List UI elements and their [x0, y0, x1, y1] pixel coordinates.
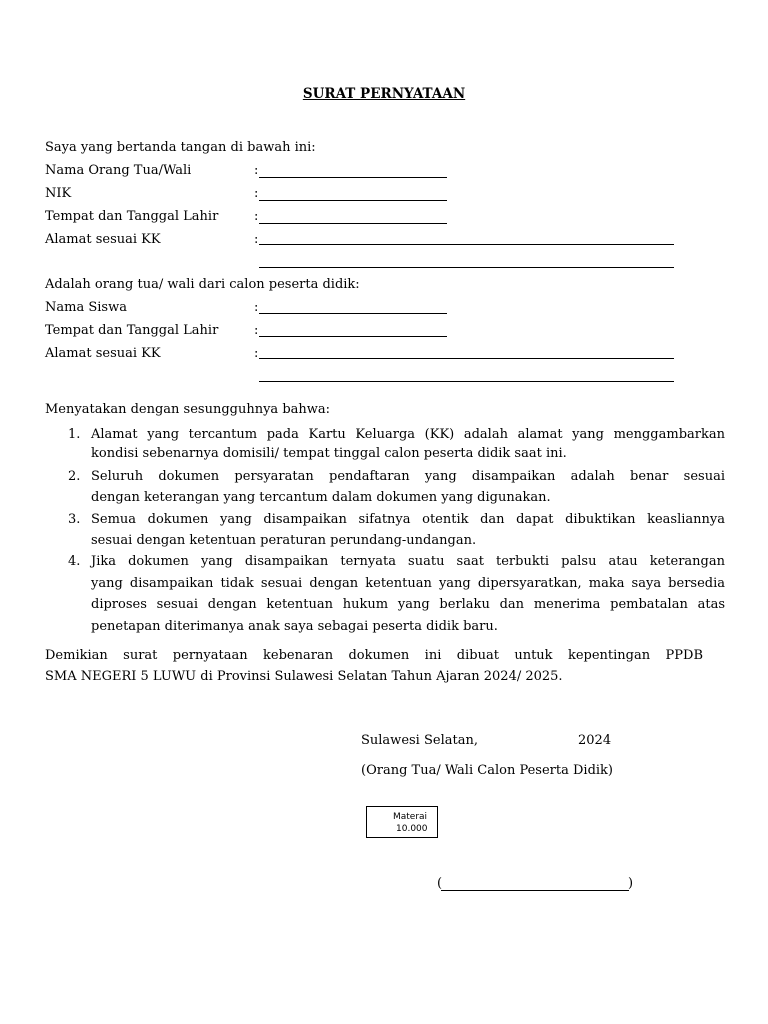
- field-colon: :: [254, 232, 259, 247]
- field-line-parent-address-2[interactable]: [259, 267, 674, 268]
- statement-line: kondisi sebenarnya domisili/ tempat tinggal calon peserta didik saat ini.: [91, 446, 567, 461]
- field-label-parent-address: Alamat sesuai KK: [45, 232, 161, 247]
- signature-role: (Orang Tua/ Wali Calon Peserta Didik): [361, 763, 613, 778]
- statement-number: 4.: [68, 554, 81, 569]
- signature-paren-open: (: [437, 876, 443, 891]
- student-intro-text: Adalah orang tua/ wali dari calon peserta didik:: [45, 277, 360, 292]
- signature-year: 2024: [578, 733, 612, 748]
- field-colon: :: [254, 186, 259, 201]
- statement-intro-text: Menyatakan dengan sesungguhnya bahwa:: [45, 402, 331, 417]
- intro-text: Saya yang bertanda tangan di bawah ini:: [45, 140, 316, 155]
- field-line-student-name[interactable]: [259, 313, 447, 314]
- stamp-duty-box: [366, 806, 438, 838]
- statement-line: sesuai dengan ketentuan peraturan perundang-undangan.: [91, 533, 477, 548]
- field-line-parent-address[interactable]: [259, 244, 674, 245]
- statement-line: Alamat yang tercantum pada Kartu Keluarga (KK) adalah alamat yang menggambarkan: [91, 427, 725, 442]
- signature-paren-close: ): [628, 876, 634, 891]
- statement-number: 2.: [68, 469, 81, 484]
- field-line-student-address[interactable]: [259, 358, 674, 359]
- field-line-student-birth[interactable]: [259, 336, 447, 337]
- statement-number: 3.: [68, 512, 81, 527]
- field-colon: :: [254, 300, 259, 315]
- field-colon: :: [254, 346, 259, 361]
- statement-line: dengan keterangan yang tercantum dalam dokumen yang digunakan.: [91, 490, 551, 505]
- closing-line: Demikian surat pernyataan kebenaran dokumen ini dibuat untuk kepentingan PPDB: [45, 648, 703, 663]
- signature-name-line[interactable]: [441, 890, 629, 891]
- field-colon: :: [254, 163, 259, 178]
- field-line-student-address-2[interactable]: [259, 381, 674, 382]
- field-label-parent-name: Nama Orang Tua/Wali: [45, 163, 192, 178]
- field-line-parent-name[interactable]: [259, 177, 447, 178]
- statement-line: yang disampaikan tidak sesuai dengan ketentuan yang dipersyaratkan, maka saya bersedia: [91, 576, 725, 591]
- field-label-student-address: Alamat sesuai KK: [45, 346, 161, 361]
- field-label-parent-birth: Tempat dan Tanggal Lahir: [45, 209, 219, 224]
- closing-line: SMA NEGERI 5 LUWU di Provinsi Sulawesi Selatan Tahun Ajaran 2024/ 2025.: [45, 669, 563, 684]
- statement-line: penetapan diterimanya anak saya sebagai peserta didik baru.: [91, 619, 498, 634]
- field-line-parent-birth[interactable]: [259, 223, 447, 224]
- field-colon: :: [254, 209, 259, 224]
- field-colon: :: [254, 323, 259, 338]
- field-line-nik[interactable]: [259, 200, 447, 201]
- field-label-student-name: Nama Siswa: [45, 300, 127, 315]
- field-label-nik: NIK: [45, 186, 72, 201]
- field-label-student-birth: Tempat dan Tanggal Lahir: [45, 323, 219, 338]
- statement-number: 1.: [68, 427, 81, 442]
- statement-line: Semua dokumen yang disampaikan sifatnya otentik dan dapat dibuktikan keasliannya: [91, 512, 725, 527]
- document-title: SURAT PERNYATAAN: [302, 86, 466, 102]
- statement-line: Seluruh dokumen persyaratan pendaftaran yang disampaikan adalah benar sesuai: [91, 469, 725, 484]
- statement-line: Jika dokumen yang disampaikan ternyata suatu saat terbukti palsu atau keterangan: [91, 554, 725, 569]
- stamp-duty-value: 10.000: [396, 824, 428, 834]
- signature-place: Sulawesi Selatan,: [361, 733, 478, 748]
- statement-line: diproses sesuai dengan ketentuan hukum yang berlaku dan menerima pembatalan atas: [91, 597, 725, 612]
- stamp-duty-label: Materai: [393, 812, 428, 822]
